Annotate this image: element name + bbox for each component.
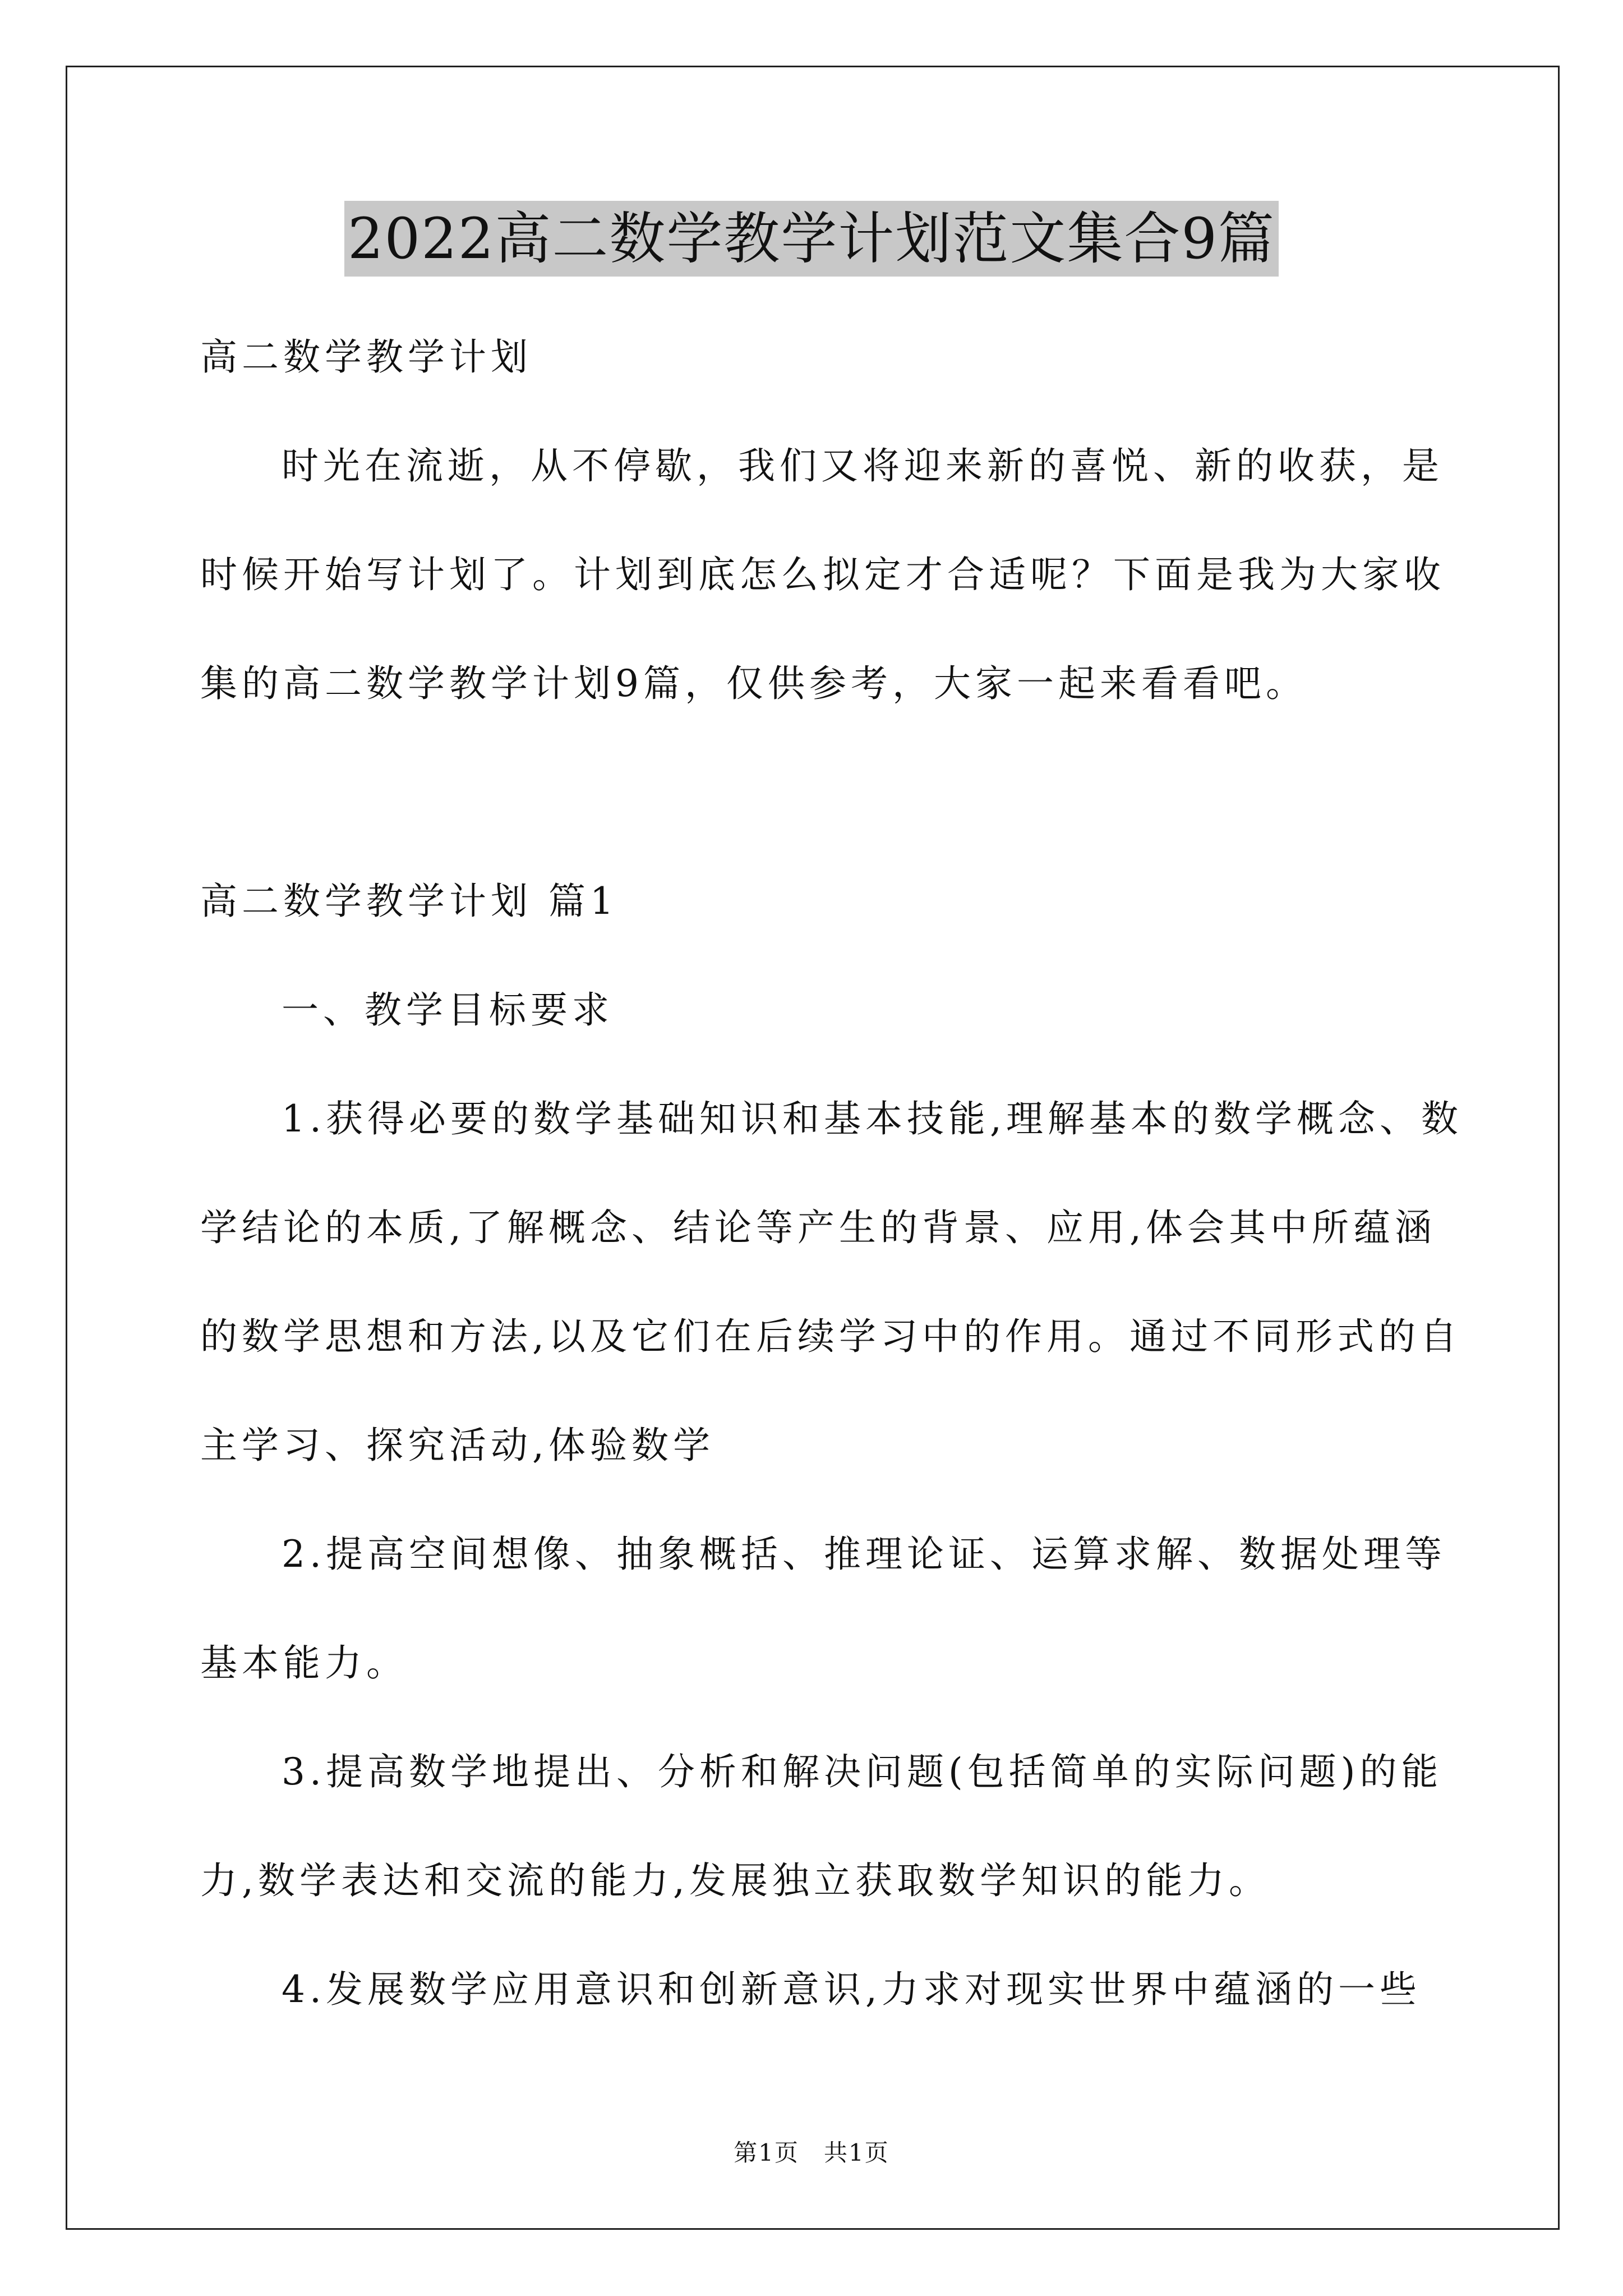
paragraph-line: 力,数学表达和交流的能力,发展独立获取数学知识的能力。 <box>200 1859 1270 1902</box>
paragraph-line: 时光在流逝，从不停歇，我们又将迎来新的喜悦、新的收获，是 <box>282 444 1444 487</box>
paragraph-line: 2.提高空间想像、抽象概括、推理论证、运算求解、数据处理等 <box>282 1533 1446 1576</box>
paragraph-line: 学结论的本质,了解概念、结论等产生的背景、应用,体会其中所蕴涵 <box>200 1206 1436 1249</box>
paragraph-line: 基本能力。 <box>200 1641 408 1685</box>
paragraph-line: 1.获得必要的数学基础知识和基本技能,理解基本的数学概念、数 <box>282 1097 1463 1140</box>
paragraph-line: 3.提高数学地提出、分析和解决问题(包括简单的实际问题)的能 <box>282 1750 1443 1793</box>
paragraph-line: 主学习、探究活动,体验数学 <box>200 1424 714 1467</box>
paragraph-line: 时候开始写计划了。计划到底怎么拟定才合适呢？下面是我为大家收 <box>200 553 1445 596</box>
paragraph-line: 的数学思想和方法,以及它们在后续学习中的作用。通过不同形式的自 <box>200 1315 1461 1358</box>
blank-line <box>200 738 1434 847</box>
paragraph-line: 集的高二数学教学计划9篇，仅供参考，大家一起来看看吧。 <box>200 662 1307 705</box>
document-body <box>200 303 1463 2044</box>
document-title: 2022高二数学教学计划范文集合9篇 <box>344 201 1279 277</box>
section-heading: 高二数学教学计划 <box>200 335 532 379</box>
title-wrap <box>0 201 1623 277</box>
page-footer: 第1页 共1页 <box>734 2139 889 2166</box>
subsection-heading: 一、教学目标要求 <box>282 988 614 1032</box>
section-heading: 高二数学教学计划 篇1 <box>200 880 618 923</box>
paragraph-line: 4.发展数学应用意识和创新意识,力求对现实世界中蕴涵的一些 <box>282 1968 1421 2011</box>
